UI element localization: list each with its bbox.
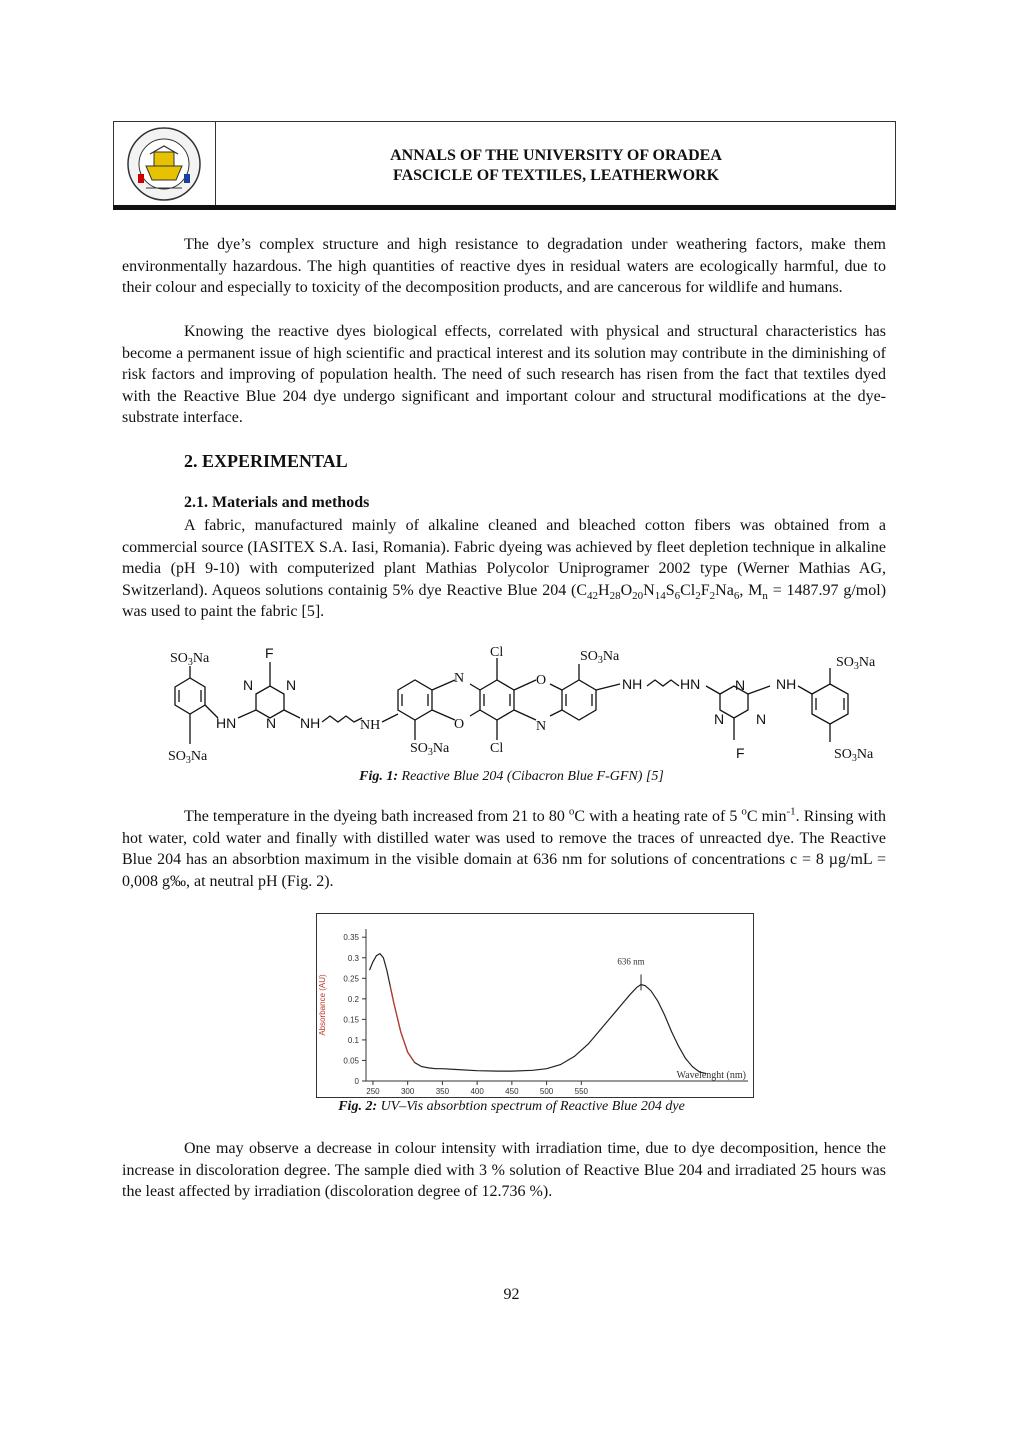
fig2-label: Fig. 2: bbox=[338, 1099, 378, 1114]
atom-so3na-4: $SO_3Na$ bbox=[580, 649, 620, 666]
atom-n-2: N bbox=[286, 677, 297, 693]
journal-title-line1: ANNALS OF THE UNIVERSITY OF ORADEA bbox=[390, 147, 722, 164]
y-tick-label: 0.35 bbox=[343, 933, 359, 943]
dye-formula: $C_{42}H_{28}O_{20}N_{14}S_6Cl_2F_2Na_6$ bbox=[576, 581, 740, 602]
dyeing-text-b: C with a heating rate of 5 bbox=[574, 808, 742, 825]
atom-nh-1: NH bbox=[300, 715, 321, 731]
y-tick-label: 0.1 bbox=[347, 1035, 359, 1045]
uv-vis-spectrum-chart bbox=[316, 913, 754, 1098]
page-number: 92 bbox=[503, 1286, 520, 1303]
y-tick-label: 0.15 bbox=[343, 1015, 359, 1025]
y-tick-label: 0.05 bbox=[343, 1056, 359, 1066]
y-tick-label: 0.2 bbox=[347, 994, 359, 1004]
atom-n-5: N bbox=[536, 719, 547, 734]
dyeing-text-a: The temperature in the dyeing bath increased from 21 to 80 bbox=[184, 808, 569, 825]
x-tick-label: 550 bbox=[574, 1087, 588, 1096]
journal-header bbox=[113, 121, 896, 207]
fig1-caption-text: Reactive Blue 204 (Cibacron Blue F-GFN) [5] bbox=[398, 769, 664, 784]
atom-o-2: O bbox=[536, 673, 547, 688]
atom-n-7: N bbox=[714, 711, 725, 727]
atom-n-8: N bbox=[756, 711, 767, 727]
atom-f-1: F bbox=[265, 645, 274, 661]
x-axis-label: Wavelenght (nm) bbox=[676, 1070, 746, 1081]
atom-nh-2: NH bbox=[360, 718, 381, 733]
university-logo bbox=[124, 126, 204, 202]
results-paragraph: One may observe a decrease in colour intensity with irradiation time, due to dye decomposition, hence the increase in discoloration degree. The sample died with 3 % solution of Reactive Blue 204 and irradiated 25 hours was the least affected by irradiation (discoloration degree of 12.736 %). bbox=[122, 1140, 886, 1201]
atom-cl-1: Cl bbox=[490, 645, 504, 660]
methods-tail: ) was used to paint the fabric [5]. bbox=[122, 581, 887, 621]
x-tick-label: 400 bbox=[470, 1087, 484, 1096]
atom-so3na-2: $SO_3Na$ bbox=[168, 749, 208, 766]
dyeing-paragraph: The temperature in the dyeing bath increased from 21 to 80 $^o$C with a heating rate of 5 $^o$C $\min^{-1}$. Rinsing with hot water, cold water and finally with distilled water was used to remove the traces of unreacted dye. The Reactive Blue 204 has an absorbtion maximum in the visible domain at 636 nm for solutions of concentrations c = 8 µg/mL = 0,008 g‰, at neutral pH (Fig. 2). bbox=[122, 805, 887, 890]
atom-nh-3: NH bbox=[622, 676, 643, 692]
x-tick-label: 300 bbox=[400, 1087, 415, 1096]
intro-paragraph-1: The dye’s complex structure and high resistance to degradation under weathering factors, make them environmentally hazardous. The high quantities of reactive dyes in residual waters are ecologically harmful, due to their colour and especially to toxicity of the decomposition products, and are cancerous for wildlife and humans. bbox=[122, 236, 886, 297]
x-tick-label: 350 bbox=[435, 1087, 450, 1096]
atom-so3na-1: $SO_3Na$ bbox=[170, 651, 210, 668]
fig2-caption-text: UV–Vis absorbtion spectrum of Reactive Blue 204 dye bbox=[377, 1099, 685, 1114]
intro-paragraph-2: Knowing the reactive dyes biological effects, correlated with physical and structural characteristics has become a permanent issue of high scientific and practical interest and its solution may contribute in the diminishing of risk factors and improving of population health. The need of such research has risen from the fact that textiles dyed with the Reactive Blue 204 dye undergo significant and important colour and structural modifications at the dye-substrate interface. bbox=[122, 323, 886, 427]
atom-n-6: N bbox=[735, 677, 746, 693]
atom-so3na-5: $SO_3Na$ bbox=[836, 655, 876, 672]
journal-title bbox=[216, 146, 896, 186]
atom-nh-4: NH bbox=[776, 676, 797, 692]
methods-paragraph: A fabric, manufactured mainly of alkaline cleaned and bleached cotton fibers was obtained from a commercial source (IASITEX S.A. Iasi, Romania). Fabric dyeing was achieved by fleet depletion technique in alkaline media (pH 9-10) with computerized plant Mathias Polycolor Uniprogramer 2002 type (Werner Mathias AG, Switzerland). Aqueos solutions containig 5% dye Reactive Blue 204 ($C_{42}H_{28}O_{20}N_{14}S_6Cl_2F_2Na_6$, $M_n = 1487.97$ g/mol) was used to paint the fabric [5]. bbox=[122, 517, 887, 621]
atom-n-3: N bbox=[266, 715, 277, 731]
y-tick-label: 0.25 bbox=[343, 974, 359, 984]
peak-label: 636 nm bbox=[617, 956, 645, 967]
header-rule bbox=[113, 205, 896, 210]
reactive-blue-204-structure bbox=[150, 640, 890, 770]
methods-text: A fabric, manufactured mainly of alkaline cleaned and bleached cotton fibers was obtained from a commercial source (IASITEX S.A. Iasi, Romania). Fabric dyeing was achieved by fleet depletion technique in alkaline media (pH 9-10) with computerized plant Mathias Polycolor Uniprogramer 2002 type (Werner Mathias AG, Switzerland). Aqueos solutions containig 5% dye Reactive Blue 204 ( bbox=[122, 517, 886, 599]
atom-cl-2: Cl bbox=[490, 741, 504, 756]
atom-n-1: N bbox=[243, 677, 254, 693]
fig2-caption bbox=[0, 1099, 1023, 1115]
atom-hn-2: HN bbox=[680, 676, 701, 692]
fig1-caption bbox=[0, 769, 1023, 785]
atom-n-4: N bbox=[454, 671, 465, 686]
atom-hn-1: HN bbox=[216, 715, 237, 731]
x-tick-label: 450 bbox=[505, 1087, 519, 1096]
atom-so3na-3: $SO_3Na$ bbox=[410, 741, 450, 758]
x-tick-label: 500 bbox=[539, 1087, 554, 1096]
dyeing-text-c: C min bbox=[746, 808, 787, 825]
subsection-heading: 2.1. Materials and methods bbox=[184, 494, 370, 511]
y-axis-label: Absorbance (AU) bbox=[318, 974, 327, 1036]
y-tick-label: 0.3 bbox=[347, 953, 359, 963]
atom-f-2: F bbox=[736, 745, 745, 761]
x-tick-label: 250 bbox=[366, 1087, 380, 1096]
journal-title-line2: FASCICLE OF TEXTILES, LEATHERWORK bbox=[392, 167, 720, 184]
fig1-label: Fig. 1: bbox=[359, 769, 399, 784]
dyeing-text-d: . Rinsing with hot water, cold water and finally with distilled water was used to remove the traces of unreacted dye. The Reactive Blue 204 has an absorbtion maximum in the visible domain at 636 nm for solutions of concentrations c = 8 µg/mL = 0,008 g‰, at neutral pH (Fig. 2). bbox=[122, 808, 887, 890]
y-tick-label: 0 bbox=[354, 1077, 359, 1086]
section-heading: 2. EXPERIMENTAL bbox=[184, 451, 348, 471]
molar-mass: $M_n = 1487.97$ g/mol bbox=[748, 581, 881, 602]
atom-so3na-6: $SO_3Na$ bbox=[834, 747, 874, 764]
atom-o-1: O bbox=[454, 717, 465, 732]
